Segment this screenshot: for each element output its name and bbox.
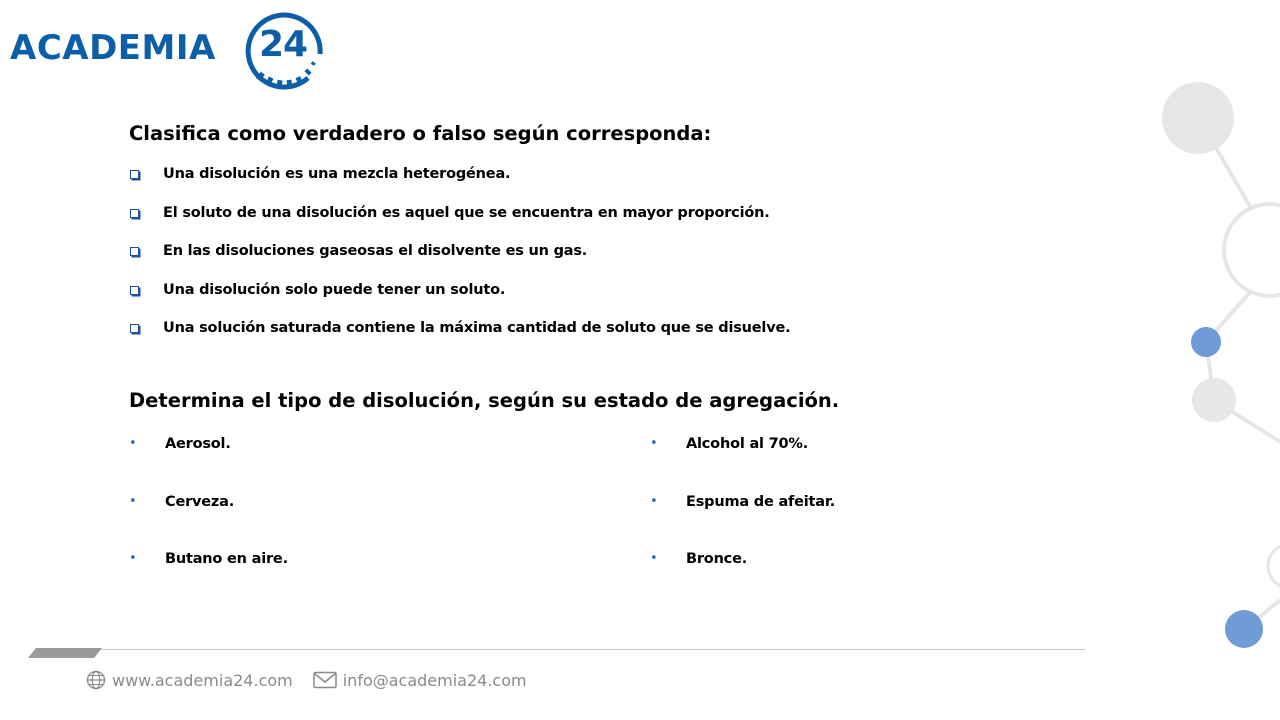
footer-accent-bar <box>28 648 102 658</box>
list-item <box>650 434 835 492</box>
list-item-text: Butano en aire. <box>165 551 288 567</box>
list-item-text: Una solución saturada contiene la máxima cantidad de soluto que se disuelve. <box>163 320 791 336</box>
email-link[interactable]: info@academia24.com <box>342 670 527 690</box>
list-item <box>130 320 790 359</box>
bullet-dot-icon: • <box>650 493 658 509</box>
ring-bubble <box>1224 204 1280 296</box>
list-item-text: En las disoluciones gaseosas el disolvente es un gas. <box>163 243 588 259</box>
list-item <box>650 549 835 607</box>
list-item <box>650 492 835 550</box>
bullet-dot-icon: • <box>650 551 658 566</box>
bullet-dot-icon: • <box>129 436 137 451</box>
bullet-dot-icon: • <box>129 551 137 566</box>
globe-icon <box>86 670 106 690</box>
list-item <box>130 205 790 244</box>
footer-divider <box>100 649 1085 650</box>
footer-contacts <box>86 670 527 690</box>
list-item-text: El soluto de una disolución es aquel que se encuentra en mayor proporción. <box>163 204 770 221</box>
list-item <box>130 243 790 282</box>
square-checkbox-icon <box>130 247 139 256</box>
blue-bubble <box>1191 327 1221 357</box>
square-checkbox-icon <box>130 286 139 295</box>
list-item <box>129 549 288 607</box>
square-checkbox-icon <box>130 324 139 333</box>
list-item-text: Una disolución es una mezcla heterogénea. <box>163 166 511 182</box>
list-item-text: Bronce. <box>686 551 748 567</box>
blue-bubble-bottom <box>1225 610 1263 648</box>
solution-types-right <box>650 434 835 607</box>
list-item-text: Cerveza. <box>165 493 235 510</box>
ring-bubble-small <box>1268 544 1280 588</box>
list-item <box>129 434 288 492</box>
envelope-icon <box>313 671 337 689</box>
academia24-logo <box>10 6 330 92</box>
list-item <box>130 166 790 205</box>
solution-types-left <box>129 434 288 607</box>
list-item <box>130 282 790 321</box>
list-item-text: Una disolución solo puede tener un soluto. <box>163 281 506 298</box>
section2-heading: Determina el tipo de disolución, según su estado de agregación. <box>129 389 840 412</box>
list-item-text: Aerosol. <box>165 436 231 452</box>
logo-wordmark: ACADEMIA <box>10 28 216 68</box>
website-link[interactable]: www.academia24.com <box>112 670 293 690</box>
grey-bubble-small <box>1192 378 1236 422</box>
logo-number: 24 <box>258 24 308 65</box>
square-checkbox-icon <box>130 170 139 179</box>
bullet-dot-icon: • <box>650 436 658 451</box>
true-false-list <box>130 166 790 359</box>
section1-heading: Clasifica como verdadero o falso según corresponda: <box>129 122 712 145</box>
list-item <box>129 492 288 550</box>
list-item-text: Alcohol al 70%. <box>686 436 809 452</box>
list-item-text: Espuma de afeitar. <box>686 493 836 510</box>
square-checkbox-icon <box>130 209 139 218</box>
grey-bubble <box>1162 82 1234 154</box>
bullet-dot-icon: • <box>129 493 137 509</box>
molecule-decoration <box>1140 70 1280 660</box>
